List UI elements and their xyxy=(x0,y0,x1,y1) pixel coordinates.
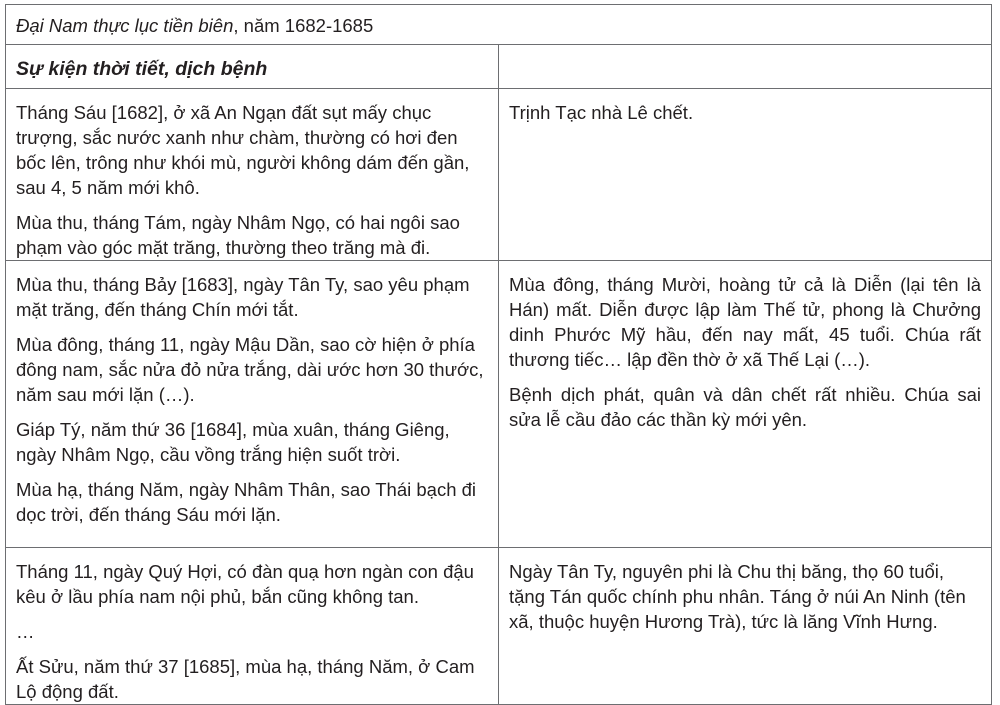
ellipsis: … xyxy=(16,621,35,642)
note-paragraph: Bệnh dịch phát, quân và dân chết rất nhiều. Chúa sai sửa lễ cầu đảo các thần kỳ mới yên. xyxy=(509,384,981,430)
event-paragraph: Tháng 11, ngày Quý Hợi, có đàn quạ hơn ngàn con đậu kêu ở lầu phía nam nội phủ, bắn cũng không tan. xyxy=(16,561,474,607)
events-cell xyxy=(6,548,499,705)
events-cell xyxy=(6,261,499,548)
notes-cell xyxy=(499,89,992,261)
event-paragraph: Giáp Tý, năm thứ 36 [1684], mùa xuân, tháng Giêng, ngày Nhâm Ngọ, cầu vồng trắng hiện suốt trời. xyxy=(16,419,450,465)
event-paragraph: Ất Sửu, năm thứ 37 [1685], mùa hạ, tháng Năm, ở Cam Lộ động đất. xyxy=(16,656,475,702)
chronicle-table xyxy=(5,4,992,705)
note-paragraph: Mùa đông, tháng Mười, hoàng tử cả là Diễn (lại tên là Hán) mất. Diễn được lập làm Thế tử, phong là Chưởng dinh Phước Mỹ hầu, đến nay mất, 45 tuổi. Chúa rất thương tiếc… lập đền thờ ở xã Thế Lại (…). xyxy=(509,274,981,370)
event-paragraph: Mùa thu, tháng Bảy [1683], ngày Tân Ty, sao yêu phạm mặt trăng, đến tháng Chín mới tắt. xyxy=(16,274,470,320)
heading-cell-left xyxy=(6,45,499,89)
table-row xyxy=(6,261,992,548)
note-paragraph: Ngày Tân Ty, nguyên phi là Chu thị băng, thọ 60 tuổi, tặng Tán quốc chính phu nhân. Táng ở núi An Ninh (tên xã, thuộc huyện Hương Trà), tức là lăng Vĩnh Hưng. xyxy=(509,561,966,632)
note-paragraph: Trịnh Tạc nhà Lê chết. xyxy=(509,102,694,123)
title-row xyxy=(6,5,992,45)
book-title: Đại Nam thực lục tiền biên xyxy=(16,15,234,36)
events-cell xyxy=(6,89,499,261)
notes-cell xyxy=(499,261,992,548)
table-row xyxy=(6,548,992,705)
event-paragraph: Mùa thu, tháng Tám, ngày Nhâm Ngọ, có hai ngôi sao phạm vào góc mặt trăng, thường theo trăng mà đi. xyxy=(16,212,460,258)
heading-row xyxy=(6,45,992,89)
title-years: , năm 1682-1685 xyxy=(233,15,374,36)
table-row xyxy=(6,89,992,261)
heading-cell-right xyxy=(499,45,992,89)
event-paragraph: Tháng Sáu [1682], ở xã An Ngạn đất sụt mấy chục trượng, sắc nước xanh như chàm, thường có hơi đen bốc lên, trông như khói mù, người không dám đến gần, sau 4, 5 năm mới khô. xyxy=(16,102,470,198)
notes-cell xyxy=(499,548,992,705)
column-heading: Sự kiện thời tiết, dịch bệnh xyxy=(16,58,268,80)
event-paragraph: Mùa đông, tháng 11, ngày Mậu Dần, sao cờ hiện ở phía đông nam, sắc nửa đỏ nửa trắng, dài ước hơn 30 thước, năm sau mới lặn (…). xyxy=(16,334,484,405)
event-paragraph: Mùa hạ, tháng Năm, ngày Nhâm Thân, sao Thái bạch đi dọc trời, đến tháng Sáu mới lặn. xyxy=(16,479,477,525)
title-cell xyxy=(6,5,992,45)
